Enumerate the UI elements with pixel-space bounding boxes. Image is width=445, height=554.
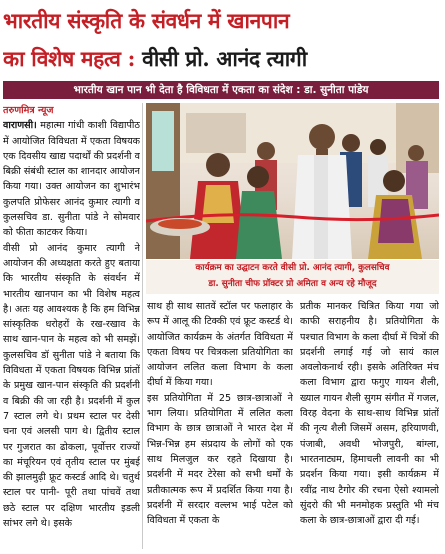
body-paragraph-4: इस प्रतियोगिता में 25 छात्र-छात्राओं ने भाग लिया। प्रतियोगिता में ललित कला विभाग के छात्र छात्राओं ने भारत देश में भिन्न-भिन्न हम संप्रदाय के लोगों को एक साथ मिलजुल कर रहते दिखाया है। प्रदर्शनी में मदर टेरेसा को सभी धर्मों के प्रतीकात्मक रूप में प्रदर्शित किया गया है। प्रदर्शनी में सरदार वल्लभ भाई पटेल को विविधता में एकता के [147, 392, 293, 527]
body-paragraph-2: वीसी प्रो आनंद कुमार त्यागी ने आयोजन की अध्यक्षता करते हुए बताया कि भारतीय संस्कृति के संवर्धन में भारतीय खानपान का भी विशेष महत्व है। अतः यह आवश्यक है कि हम विभिन्न सांस्कृतिक धरोहरों के रख-रखाव के साथ खान-पान के महत्व को भी समझें। कुलसचिव डॉ सुनीता पांडे ने बताया कि विविधता में एकता विषयक विभिन्न प्रांतों के प्रमुख खान-पान संस्कृति की प्रदर्शनी व बिक्री की जा रही है। प्रदर्शनी में कुल 7 स्टाल लगे थे। प्रथम स्टाल पर देसी चना एवं अलसी पाग थे। द्वितीय स्टाल पर गुजरात का ढोकला, पूर्वोत्तर राज्यों का मंचूरियन एवं तृतीय स्टाल पर मुंबई की झालमुढ़ी फ्रूट कस्टर्ड आदि थे। चतुर्थ स्टाल पर पानी- पूरी तथा पांचवें तथा छठे स्टाल पर दक्षिण भारतीय इडली सांभर लगे थे। इसके [3, 242, 140, 530]
body-column-1 [3, 103, 140, 549]
headline-line2-part1: का विशेष महत्व : [3, 46, 143, 71]
event-photo [146, 103, 439, 259]
headline-line2 [3, 41, 439, 77]
body-column-3 [300, 299, 439, 549]
photo-caption-line2: डा. सुनीता चीफ प्रॉक्टर प्रो अमिता व अन्य रहे मौजूद [208, 279, 377, 289]
byline: तरुणमित्र न्यूज [3, 105, 54, 116]
body-paragraph-3: साथ ही साथ सातवें स्टॉल पर फलाहार के रूप में आलू की टिक्की एवं फ्रूट कस्टर्ड थे। आयोजित कार्यक्रम के अंतर्गत विविधता में एकता विषय पर चित्रकला प्रतियोगिता का आयोजन ललित कला विभाग के कला दीर्घा में किया गया। [147, 301, 293, 389]
headline-line1: भारतीय संस्कृति के संवर्धन में खानपान [3, 8, 290, 33]
photo-caption [146, 260, 439, 294]
body-paragraph-1-text: महात्मा गांधी काशी विद्यापीठ में आयोजित विविधता में एकता विषयक एक दिवसीय खाद्य पदार्थों की प्रदर्शनी व बिक्री संबंधी स्टाल का शानदार आयोजन किया गया। उक्त आयोजन का शुभारंभ कुलपति प्रोफेसर आनंद कुमार त्यागी व कुलसचिव डा. सुनीता पांडे ने सोमवार को फीता काटकर किया। [3, 120, 140, 239]
ribbon-cutting-illustration [146, 103, 439, 259]
body-paragraph-1 [3, 118, 140, 240]
body-paragraph-5: प्रतीक मानकर चित्रित किया गया जो काफी सराहनीय है। प्रतियोगिता के पश्चात विभाग के कला दीर्घा में चित्रों की प्रदर्शनी लगाई गई जो सायं काल अवलोकनार्थ रही। इसके अतिरिक्त मंच कला विभाग द्वारा फगुए गायन शैली, ख्याल गायन शैली सुगम संगीत में गजल, विरह वेदना के साथ-साथ विभिन्न प्रांतों की नृत्य शैली जिसमें असम, हरियाणवी, पंजाबी, अवधी भोजपुरी, बांग्ला, भारतनाट्यम, हिमाचली लावनी का भी प्रदर्शन किया गया। इसी कार्यक्रम में रवींद्र नाथ टैगोर की रचना ऐसो श्यामलो सुंदरो की भी मनमोहक प्रस्तुति भी मंच कला के छात्र-छात्राओं द्वारा दी गई। [300, 301, 439, 527]
photo-caption-line1: कार्यक्रम का उद्घाटन करते वीसी प्रो. आनंद त्यागी, कुलसचिव [195, 263, 390, 273]
subheadline-band: भारतीय खान पान भी देता है विविधता में एकता का संदेश : डा. सुनीता पांडेय [3, 81, 439, 99]
headline-line2-part2: वीसी प्रो. आनंद त्यागी [142, 46, 307, 71]
news-clipping [3, 3, 439, 549]
column-divider [142, 103, 143, 549]
body-column-2 [147, 299, 293, 549]
dateline: वाराणसी। [3, 120, 37, 132]
